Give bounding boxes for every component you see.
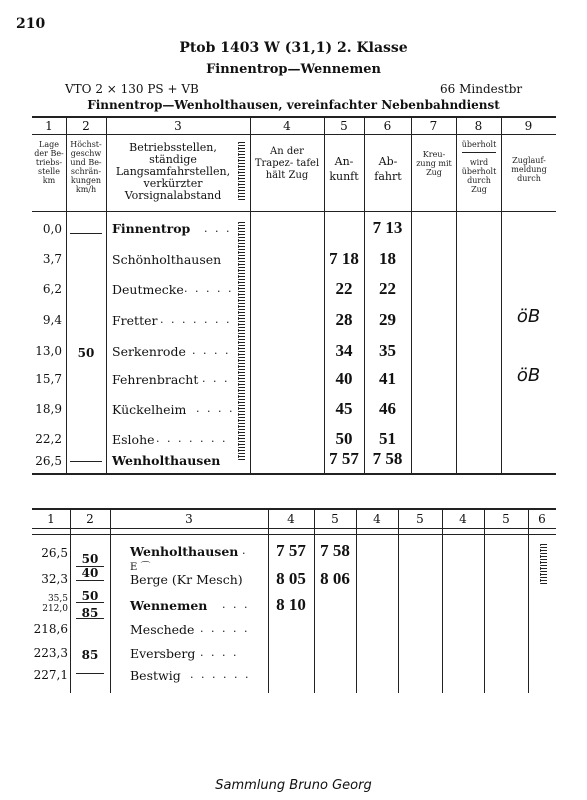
speed-value: 50 xyxy=(77,346,95,360)
wavy-line-icon xyxy=(540,544,547,584)
km-cell: 223,3 xyxy=(33,646,68,660)
brake-info: 66 Mindestbr xyxy=(440,82,523,96)
station-name: Wennemen xyxy=(130,598,208,613)
col-number: 4 xyxy=(459,512,467,526)
arrival-time: 22 xyxy=(335,279,353,298)
header-stations: Betriebsstellen, ständige Langsamfahrstellen, verkürzter Vorsignalabstand xyxy=(115,141,231,202)
arrival-time: 34 xyxy=(335,341,353,360)
col-number: 5 xyxy=(416,512,424,526)
col-number: 3 xyxy=(185,512,193,526)
station-name: Finnentrop xyxy=(112,221,191,236)
departure-time: 7 13 xyxy=(372,218,403,237)
speed-cell: 50 xyxy=(81,552,99,566)
station-name: Eslohe xyxy=(112,432,155,447)
report-note: öB xyxy=(516,306,541,327)
speed-cell: 40 xyxy=(81,566,99,580)
col-number: 7 xyxy=(429,119,438,133)
km-cell: 6,2 xyxy=(42,282,62,296)
km-cell: 9,4 xyxy=(42,313,62,327)
section-subtitle: Finnentrop—Wenholthausen, vereinfachter Nebenbahndienst xyxy=(87,98,500,112)
km-cell: 32,3 xyxy=(41,572,68,586)
page-number: 210 xyxy=(16,16,46,32)
footer-credit: Sammlung Bruno Georg xyxy=(215,778,372,793)
departure-time: 7 58 xyxy=(372,449,403,468)
station-name: Deutmecke xyxy=(112,282,184,297)
station-name: Fretter xyxy=(112,313,158,328)
km-cell: 0,0 xyxy=(42,222,62,236)
col-number: 4 xyxy=(373,512,381,526)
arrival-time: 50 xyxy=(335,429,353,448)
departure-time: 7 58 xyxy=(320,541,350,560)
arrival-time: 28 xyxy=(335,310,353,329)
col-number: 4 xyxy=(287,512,295,526)
station-name: Fehrenbracht xyxy=(112,372,199,387)
col-number: 9 xyxy=(524,119,533,133)
header-departure: Ab- fahrt xyxy=(374,155,402,183)
col-number: 1 xyxy=(45,119,53,133)
departure-time: 46 xyxy=(379,399,396,418)
col-number: 5 xyxy=(340,119,348,133)
header-km: Lage der Be- triebs- stelle km xyxy=(34,140,64,185)
departure-time: 35 xyxy=(379,341,396,360)
station-name: Schönholthausen xyxy=(112,252,222,267)
departure-time: 8 06 xyxy=(320,569,350,588)
departure-time: 22 xyxy=(379,279,396,298)
km-cell: 18,9 xyxy=(35,402,62,416)
arrival-time: 7 57 xyxy=(276,541,306,560)
report-note: öB xyxy=(516,365,541,386)
col-number: 4 xyxy=(283,119,291,133)
station-name: Wenholthausen xyxy=(130,544,239,559)
timetable-main: 1 2 3 4 5 6 7 8 9 Lage der Be- triebs- stelle km Höchst- geschw und Be- schrän- kungen km/h Betriebsstellen, ständige Langsamfahrstellen, verkürzter Vorsignalabstand An der Trapez- tafel hält Zug An- kunft Ab- fahrt Kreu- zung mit Zug überholt wird überholt durch Zug Zuglauf- meldung durch 50 0,0 Finnentrop . . . 7 13 3,7 Schönholthausen 7 18 18 6,2 Deutmecke . . . . . 22 22 9,4 Fretter . . . . . . . 28 29 öB 13,0 Serkenrode . . . . 34 35 15,7 Fehrenbracht . . . 40 41 öB 18,9 Kückelheim . . . . 45 46 22,2 Eslohe . . . . . . . 50 51 26,5 Wenholthausen 7 57 7 58 xyxy=(32,116,556,476)
col-number: 2 xyxy=(82,119,90,133)
km-cell: 15,7 xyxy=(35,372,62,386)
header-overtakes: überholt xyxy=(461,140,497,149)
km-cell: 218,6 xyxy=(33,622,68,636)
col-number: 5 xyxy=(331,512,339,526)
col-number: 5 xyxy=(502,512,510,526)
header-speed: Höchst- geschw und Be- schrän- kungen km/h xyxy=(70,140,102,194)
train-title: Ptob 1403 W (31,1) 2. Klasse xyxy=(179,40,408,56)
speed-cell: 50 85 xyxy=(81,589,99,620)
km-cell: 35,5 212,0 xyxy=(42,594,68,614)
col-number: 8 xyxy=(474,119,483,133)
col-number: 2 xyxy=(86,512,94,526)
km-cell: 227,1 xyxy=(33,668,68,682)
timetable-continuation: 1 2 3 4 5 4 5 4 5 6 26,5 50 Wenholthausen . E ⌒ 7 57 7 58 32,3 40 Berge (Kr Mesch) 8 05 8 06 35,5 212,0 50 85 Wennemen . . . 8 10 218,6 Meschede . . . . . 223,3 85 Eversberg . . . . 227,1 Bestwig . . . . . . xyxy=(32,508,556,698)
speed-cell: 85 xyxy=(81,648,99,662)
station-name: Wenholthausen xyxy=(112,453,221,468)
station-name: Meschede xyxy=(130,622,195,637)
station-name: Bestwig xyxy=(130,668,181,683)
header-arrival: An- kunft xyxy=(329,155,359,183)
station-name: Eversberg xyxy=(130,646,196,661)
header-crossing: Kreu- zung mit Zug xyxy=(416,150,452,177)
wavy-line-icon xyxy=(238,142,245,200)
arrival-time: 40 xyxy=(335,369,353,388)
km-cell: 3,7 xyxy=(42,252,62,266)
arrival-time: 8 05 xyxy=(276,569,306,588)
vehicle-info: VTO 2 × 130 PS + VB xyxy=(65,82,199,96)
km-cell: 22,2 xyxy=(35,432,62,446)
station-sub: E ⌒ xyxy=(130,562,151,573)
arrival-time: 7 57 xyxy=(329,449,359,468)
col-number: 1 xyxy=(47,512,55,526)
departure-time: 51 xyxy=(379,429,396,448)
station-name: Berge (Kr Mesch) xyxy=(130,572,243,587)
col-number: 6 xyxy=(383,119,392,133)
col-number: 3 xyxy=(174,119,182,133)
arrival-time: 8 10 xyxy=(276,595,306,614)
route-title: Finnentrop—Wennemen xyxy=(206,62,381,77)
col-number: 6 xyxy=(538,512,546,526)
departure-time: 18 xyxy=(379,249,396,268)
header-trapez: An der Trapez- tafel hält Zug xyxy=(254,146,320,181)
station-name: Kückelheim xyxy=(112,402,187,417)
departure-time: 41 xyxy=(379,369,396,388)
header-report: Zuglauf- meldung durch xyxy=(511,156,547,183)
km-cell: 26,5 xyxy=(41,546,68,560)
header-overtaken: wird überholt durch Zug xyxy=(461,158,497,194)
km-cell: 13,0 xyxy=(35,344,62,358)
arrival-time: 7 18 xyxy=(329,249,359,268)
wavy-line-icon xyxy=(238,222,245,460)
station-name: Serkenrode xyxy=(112,344,186,359)
arrival-time: 45 xyxy=(335,399,353,418)
departure-time: 29 xyxy=(379,310,396,329)
km-cell: 26,5 xyxy=(35,454,62,468)
